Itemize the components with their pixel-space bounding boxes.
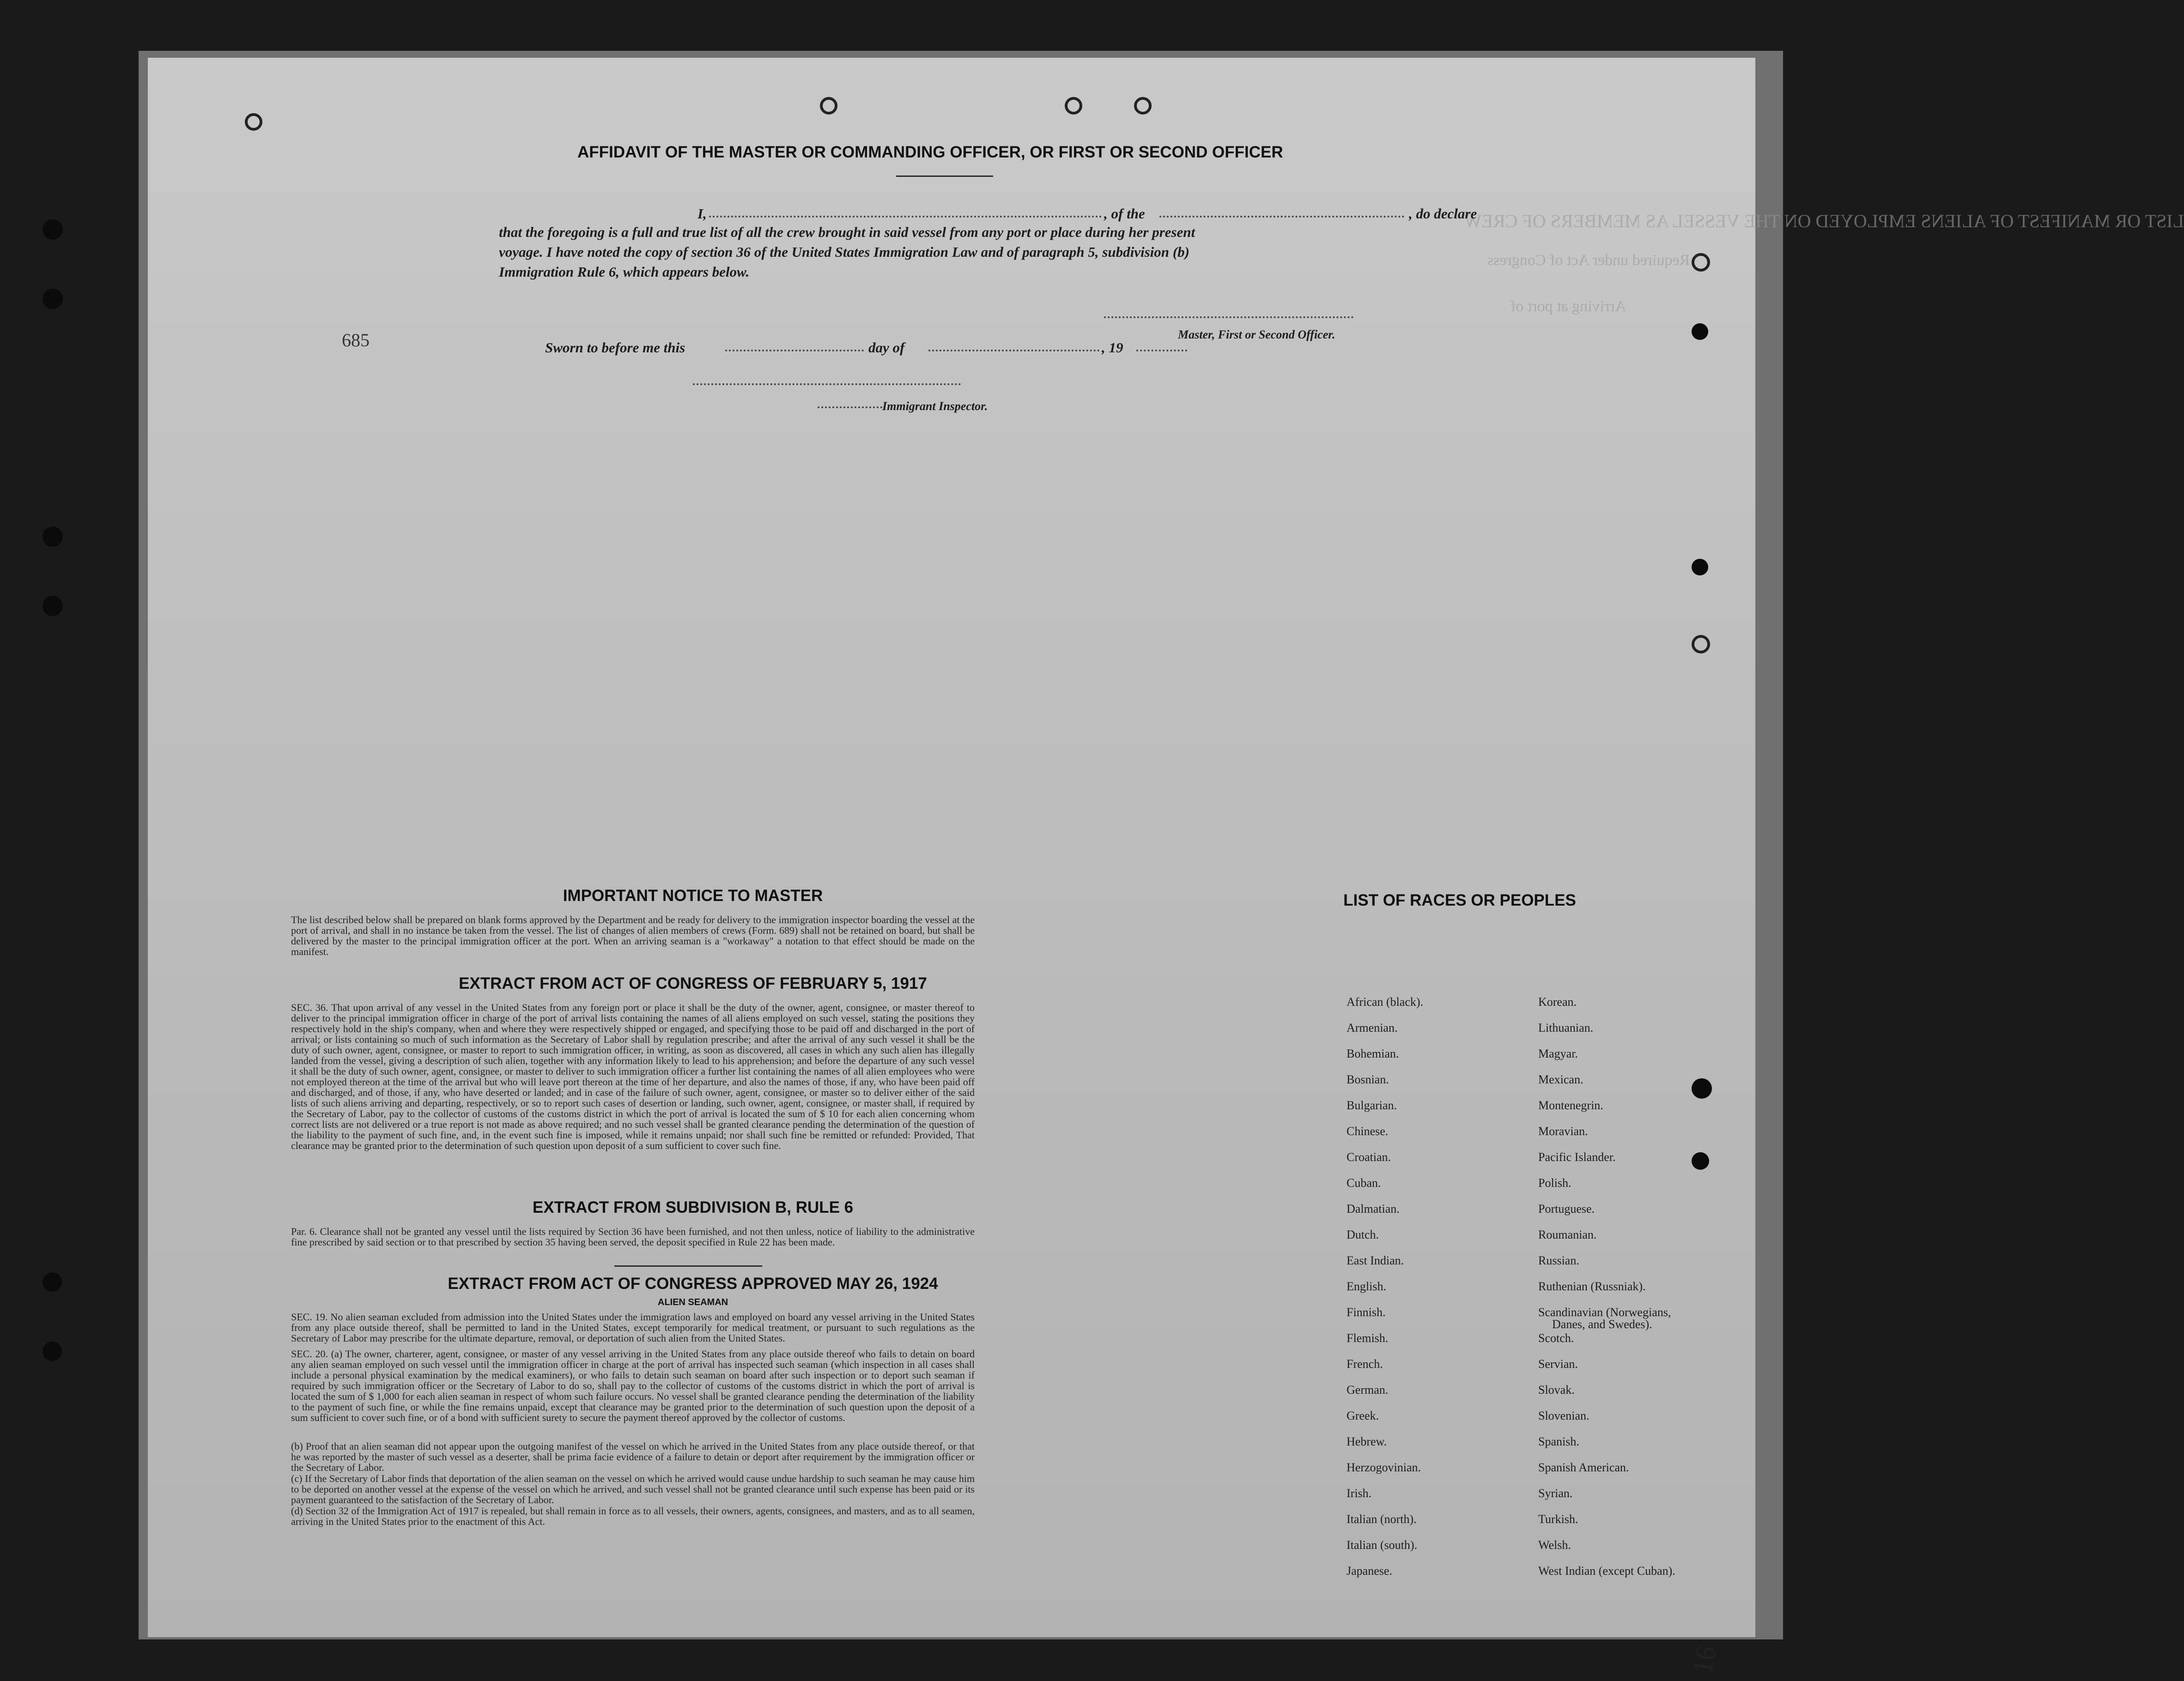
race-item: Italian (north). <box>1347 1512 1417 1526</box>
race-item: Spanish. <box>1538 1435 1579 1448</box>
race-item: Welsh. <box>1538 1538 1571 1552</box>
master-signature-label: Master, First or Second Officer. <box>1178 328 1335 341</box>
race-item: East Indian. <box>1347 1254 1404 1267</box>
extract-1924-subtitle: ALIEN SEAMAN <box>657 1297 728 1307</box>
margin-number: 685 <box>342 330 370 351</box>
race-item: Italian (south). <box>1347 1538 1418 1552</box>
extract-rule6-title: EXTRACT FROM SUBDIVISION B, RULE 6 <box>532 1198 854 1216</box>
sworn-year-field[interactable] <box>1136 350 1187 351</box>
punch-hole <box>1692 635 1710 653</box>
race-item: Bohemian. <box>1347 1047 1399 1060</box>
punch-hole <box>1692 1078 1712 1099</box>
sec-20c-text: (c) If the Secretary of Labor finds that deportation of the alien seaman on the vessel on which he arrived would cause undue hardship to such seaman he may cause him to be deported on another vessel at the expense of the vessel on which he arrived, and such vessel shall not be granted clearance until such expense has been paid or its payment guaranteed to the satisfaction of the Secretary of Labor. <box>291 1473 975 1506</box>
notice-text: The list described below shall be prepared on blank forms approved by the Department and be ready for delivery to the immigration inspector boarding the vessel at the port of arrival, and shall in no instance be taken from the vessel. The list of changes of alien members of crews (Form. 689) shall not be retained on board, but shall be delivered by the master to the principal immigration officer at the port. When an arriving seaman is a "workaway" a notation to that effect should be made on the manifest. <box>291 914 975 957</box>
affidavit-line-2: that the foregoing is a full and true list of all the crew brought in said vessel from any port or place during her present <box>499 224 1195 240</box>
sec-20d-text: (d) Section 32 of the Immigration Act of 1917 is repealed, but shall remain in force as to all vessels, their owners, agents, consignees, and masters, and as to all seamen, arriving in the United States prior to the enactment of this Act. <box>291 1505 975 1527</box>
race-item: Slovenian. <box>1538 1409 1589 1422</box>
punch-hole <box>42 219 63 240</box>
race-item: Servian. <box>1538 1357 1578 1371</box>
punch-hole <box>1692 253 1710 272</box>
race-item: Slovak. <box>1538 1383 1575 1397</box>
extract-1917-text: SEC. 36. That upon arrival of any vessel in the United States from any foreign port or place it shall be the duty of the owner, agent, consignee, or master thereof to deliver to the principal immigration officer in charge of the port of arrival lists containing the names of all aliens employed on such vessel, stating the positions they respectively hold in the ship's company, when and where they were respectively shipped or engaged, and specifying those to be paid off and discharged in the port of arrival; or lists containing so much of such information as the Secretary of Labor shall by regulation prescribe; and after the arrival of any such vessel it shall be the duty of such owner, agent, consignee, or master to report to such immigration officer, in writing, as soon as discovered, all cases in which any such alien has illegally landed from the vessel, giving a description of such alien, together with any information likely to lead to his apprehension; and before the departure of any such vessel it shall be the duty of such owner, agent, consignee, or master to deliver to such immigration officer a further list containing the names of all alien employees who were not employed thereon at the time of the arrival but who will leave port thereon at the time of her departure, and also the names of those, if any, who have been paid off and discharged, and of those, if any, who have deserted or landed; and in case of the failure of such owner, agent, consignee, or master so to deliver either of the said lists of such aliens arriving and departing, respectively, or so to report such cases of desertion or landing, such owner, agent, consignee, or master shall, if required by the Secretary of Labor, pay to the collector of customs of the customs district in which the port of arrival is located the sum of $ 10 for each alien concerning whom correct lists are not delivered or a true report is not made as above required; and no such vessel shall be granted clearance pending the determination of the question of the liability to the payment of such fine, and, in the event such fine is imposed, while it remains unpaid; nor shall such fine be remitted or refunded: Provided, That clearance may be granted prior to the determination of such question upon deposit of a sum sufficient to cover such fine. <box>291 1002 975 1151</box>
bleed-through-line: LIST OR MANIFEST OF ALIENS EMPLOYED ON THE VESSEL AS MEMBERS OF CREW <box>1464 211 2184 231</box>
race-item: Scandinavian (Norwegians, <box>1538 1306 1671 1319</box>
page-number: 16 <box>1687 1644 1722 1676</box>
race-item: Russian. <box>1538 1254 1579 1267</box>
race-item: West Indian (except Cuban). <box>1538 1564 1675 1578</box>
sec-19-text: SEC. 19. No alien seaman excluded from admission into the United States under the immigration laws and employed on board any vessel arriving in the United States from any place outside thereof, shall be permitted to land in the United States, except temporarily for medical treatment, or pursuant to such regulations as the Secretary of Labor may prescribe for the ultimate departure, removal, or deportation of such alien from the United States. <box>291 1311 975 1344</box>
sworn-month-field[interactable] <box>928 350 1099 351</box>
race-item: Chinese. <box>1347 1125 1389 1138</box>
race-item: German. <box>1347 1383 1389 1397</box>
document-page: LIST OR MANIFEST OF ALIENS EMPLOYED ON THE VESSEL AS MEMBERS OF CREW Required under Act of Congress Arriving at port of AFFIDAVIT OF THE MASTER OR COMMANDING OFFICER, OR FIRST OR SECOND OFFICER I, , of the , do declare that the foregoing is a full and true list of all the crew brought in said vessel from any port or place during her present voyage. I have noted the copy of section 36 of the United States Immigration Law and of paragraph 5, subdivision (b) Immigration Rule 6, which appears below. Master, First or Second Officer. Sworn to before me this day of , 19 Immigrant Inspector. IMPORTANT NOTICE TO MASTER The list described below shall be prepared on blank forms approved by the Department and be ready for delivery to the immigration inspector boarding the vessel at the port of arrival, and shall in no instance be taken from the vessel. The list of changes of alien members of crews (Form. 689) shall not be retained on board, but shall be delivered by the master to the principal immigration officer at the port. When an arriving seaman is a "workaway" a notation to that effect should be made on the manifest. EXTRACT FROM ACT OF CONGRESS OF FEBRUARY 5, 1917 SEC. 36. That upon arrival of any vessel in the United States from any foreign port or place it shall be the duty of the owner, agent, consignee, or master thereof to deliver to the principal immigration officer in charge of the port of arrival lists containing the names of all aliens employed on such vessel, stating the positions they respectively hold in the ship's company, when and where they were respectively shipped or engaged, and specifying those to be paid off and discharged in the port of arrival; or lists containing so much of such information as the Secretary of Labor shall by regulation prescribe; and after the arrival of any such vessel it shall be the duty of such owner, agent, consignee, or master to report to such immigration officer, in writing, as soon as discovered, all cases in which any such alien has illegally landed from the vessel, giving a description of such alien, together with any information likely to lead to his apprehension; and before the departure of any such vessel it shall be the duty of such owner, agent, consignee, or master to deliver to such immigration officer a further list containing the names of all alien employees who were not employed thereon at the time of the arrival but who will leave port thereon at the time of her departure, and also the names of those, if any, who have been paid off and discharged, and of those, if any, who have deserted or landed; and in case of the failure of such owner, agent, consignee, or master so to deliver either of the said lists of such aliens arriving and departing, respectively, or so to report such cases of desertion or landing, such owner, agent, consignee, or master shall, if required by the Secretary of Labor, pay to the collector of customs of the customs district in which the port of arrival is located the sum of $ 10 for each alien concerning whom correct lists are not delivered or a true report is not made as above required; and no such vessel shall be granted clearance pending the determination of the question of the liability to the payment of such fine, and, in the event such fine is imposed, while it remains unpaid; nor shall such fine be remitted or refunded: Provided, That clearance may be granted prior to the determination of such question upon deposit of a sum sufficient to cover such fine. EXTRACT FROM SUBDIVISION B, RULE 6 Par. 6. Clearance shall not be granted any vessel until the lists required by Section 36 have been furnished, and not then unless, notice of liability to the administrative fine prescribed by said section or to that prescribed by section 35 having been served, the deposit specified in Rule 22 has been made. EXTRACT FROM ACT OF CONGRESS APPROVED MAY 26, 1924 ALIEN SEAMAN SEC. 19. No alien seaman excluded from admission into the United States under the immigration laws and employed on board any vessel arriving in the United States from any place outside thereof, shall be permitted to land in the United States, except temporarily for medical treatment, or pursuant to such regulations as the Secretary of Labor may prescribe for the ultimate departure, removal, or deportation of such alien from the United States. SEC. 20. (a) The owner, charterer, agent, consignee, or master of any vessel arriving in the United States from any place outside thereof who fails to detain on board any alien seaman employed on such vessel until the immigration officer in charge at the port of arrival has inspected such seaman (which inspection in all cases shall include a personal physical examination by the medical examiners), or who fails to detain such seaman on board after such inspection or to deport such seaman if required by such immigration officer or the Secretary of Labor to do so, shall pay to the collector of customs of the customs district in which the port of arrival is located the sum of $ 1,000 for each alien seaman in respect of whom such failure occurs. No vessel shall be granted clearance pending the determination of the liability to the payment of such fine, or while the fine remains unpaid, except that clearance may be granted prior to the determination of such question upon the deposit of a sum sufficient to cover such fine, or of a bond with sufficient surety to secure the payment thereof approved by the collector of customs. (b) Proof that an alien seaman did not appear upon the outgoing manifest of the vessel on which he arrived in the United States from any place outside thereof, or that he was reported by the master of such vessel as a deserter, shall be prima facie evidence of a failure to detain or deport after requirement by the immigration officer or the Secretary of Labor. (c) If the Secretary of Labor finds that deportation of the alien seaman on the vessel on which he arrived would cause undue hardship to such seaman he may cause him to be deported on another vessel at the expense of the vessel on which he arrived, and such vessel shall not be granted clearance until such expense has been paid or its payment guaranteed to the satisfaction of the Secretary of Labor. (d) Section 32 of the Immigration Act of 1917 is repealed, but shall remain in force as to all vessels, their owners, agents, consignees, and masters, and as to all seamen, arriving in the United States prior to the enactment of this Act. LIST OF RACES OR PEOPLES African (black). Korean. Armenian. Lithuanian. Bohemian. Magyar. Bosnian. Mexican. Bulgarian. Montenegrin. Chinese. Moravian. Croatian. Pacific Islander. Cuban. Polish. Dalmatian. Portuguese. Dutch. Roumanian. East Indian. Russian. English. Ruthenian (Russniak). Finnish. Scandinavian (Norwegians, Danes, and Swedes). Flemish. Scotch. French. Servian. German. Slovak. Greek. Slovenian. Hebrew. Spanish. Herzogovinian. Spanish American. Irish. Syrian. Italian (north). Turkish. Italian (south). Welsh. Japanese. West Indian (except Cuban). 685 <box>148 58 1755 1637</box>
race-item: Hebrew. <box>1347 1435 1387 1448</box>
race-item: Dutch. <box>1347 1228 1379 1241</box>
punch-hole <box>1692 1152 1709 1170</box>
inspector-signature-field[interactable] <box>693 383 961 385</box>
race-item: Korean. <box>1538 995 1577 1009</box>
affidavit-line-3: voyage. I have noted the copy of section 36 of the United States Immigration Law and of paragraph 5, subdivision (b) <box>499 244 1189 260</box>
sec-20a-text: SEC. 20. (a) The owner, charterer, agent, consignee, or master of any vessel arriving in the United States from any place outside thereof who fails to detain on board any alien seaman employed on such vessel until the immigration officer in charge at the port of arrival has inspected such seaman (which inspection in all cases shall include a personal physical examination by the medical examiners), or who fails to detain such seaman on board after such inspection or to deport such seaman if required by such immigration officer or the Secretary of Labor to do so, shall pay to the collector of customs of the customs district in which the port of arrival is located the sum of $ 1,000 for each alien seaman in respect of whom such failure occurs. No vessel shall be granted clearance pending the determination of the liability to the payment of such fine, or while the fine remains unpaid, except that clearance may be granted prior to the determination of such question upon the deposit of a sum sufficient to cover such fine, or of a bond with sufficient surety to secure the payment thereof approved by the collector of customs. <box>291 1348 975 1423</box>
race-item: Spanish American. <box>1538 1461 1629 1474</box>
race-item: Irish. <box>1347 1487 1372 1500</box>
notice-title: IMPORTANT NOTICE TO MASTER <box>563 887 823 905</box>
race-item: Finnish. <box>1347 1306 1386 1319</box>
races-title: LIST OF RACES OR PEOPLES <box>1343 891 1576 909</box>
race-item: Greek. <box>1347 1409 1379 1422</box>
punch-hole <box>245 113 262 131</box>
race-item: Montenegrin. <box>1538 1099 1603 1112</box>
vessel-field[interactable] <box>1159 216 1404 218</box>
race-item: Polish. <box>1538 1176 1571 1190</box>
race-item: Dalmatian. <box>1347 1202 1400 1215</box>
race-item: English. <box>1347 1280 1386 1293</box>
race-item: French. <box>1347 1357 1383 1371</box>
inspector-dots <box>818 406 882 408</box>
race-item: Ruthenian (Russniak). <box>1538 1280 1646 1293</box>
race-item: Portuguese. <box>1538 1202 1595 1215</box>
race-item: Magyar. <box>1538 1047 1578 1060</box>
race-item: Mexican. <box>1538 1073 1583 1086</box>
race-item: Bosnian. <box>1347 1073 1389 1086</box>
race-item: Herzogovinian. <box>1347 1461 1421 1474</box>
section-rule <box>614 1265 762 1267</box>
race-item: Armenian. <box>1347 1021 1398 1034</box>
punch-hole <box>42 596 63 616</box>
master-signature-field[interactable] <box>1104 316 1353 318</box>
race-item: Pacific Islander. <box>1538 1150 1616 1164</box>
bleed-through-line: Arriving at port of <box>1511 298 1626 315</box>
punch-hole <box>42 1342 62 1361</box>
race-item: Lithuanian. <box>1538 1021 1594 1034</box>
race-item: Croatian. <box>1347 1150 1391 1164</box>
punch-hole <box>1692 559 1708 575</box>
inspector-label: Immigrant Inspector. <box>882 399 988 413</box>
race-item: African (black). <box>1347 995 1424 1009</box>
race-item: Japanese. <box>1347 1564 1392 1578</box>
punch-hole <box>1692 323 1708 340</box>
affidavit-line-4: Immigration Rule 6, which appears below. <box>499 264 750 280</box>
punch-hole <box>42 1272 62 1292</box>
race-item-continued: Danes, and Swedes). <box>1552 1318 1652 1331</box>
punch-hole <box>42 526 63 547</box>
race-item: Turkish. <box>1538 1512 1578 1526</box>
extract-1917-title: EXTRACT FROM ACT OF CONGRESS OF FEBRUARY 5, 1917 <box>459 974 927 992</box>
name-field[interactable] <box>709 216 1102 218</box>
race-item: Moravian. <box>1538 1125 1588 1138</box>
punch-hole <box>42 289 63 309</box>
extract-1924-title: EXTRACT FROM ACT OF CONGRESS APPROVED MAY 26, 1924 <box>448 1275 938 1293</box>
race-item: Syrian. <box>1538 1487 1573 1500</box>
bleed-through-line: Required under Act of Congress <box>1487 252 1690 269</box>
race-item: Cuban. <box>1347 1176 1381 1190</box>
race-item: Flemish. <box>1347 1331 1389 1345</box>
race-item: Scotch. <box>1538 1331 1574 1345</box>
sworn-day-field[interactable] <box>725 350 864 351</box>
extract-rule6-text: Par. 6. Clearance shall not be granted any vessel until the lists required by Section 36 have been furnished, and not then unless, notice of liability to the administrative fine prescribed by said section or to that prescribed by section 35 having been served, the deposit specified in Rule 22 has been made. <box>291 1226 975 1248</box>
race-item: Roumanian. <box>1538 1228 1597 1241</box>
sec-20b-text: (b) Proof that an alien seaman did not appear upon the outgoing manifest of the vessel on which he arrived in the United States from any place outside thereof, or that he was reported by the master of such vessel as a deserter, shall be prima facie evidence of a failure to detain or deport after requirement by the immigration officer or the Secretary of Labor. <box>291 1440 975 1473</box>
title-rule <box>896 175 993 177</box>
punch-hole <box>820 97 837 115</box>
punch-hole <box>1134 97 1152 115</box>
race-item: Bulgarian. <box>1347 1099 1397 1112</box>
affidavit-title: AFFIDAVIT OF THE MASTER OR COMMANDING OFFICER, OR FIRST OR SECOND OFFICER <box>577 143 1283 161</box>
punch-hole <box>1065 97 1082 115</box>
